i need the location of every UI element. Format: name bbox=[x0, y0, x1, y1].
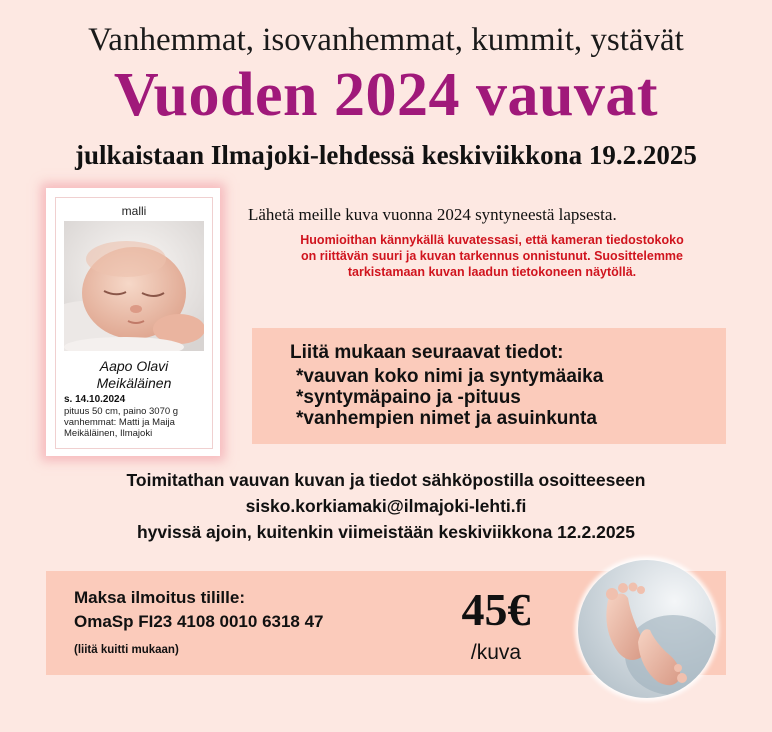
baby-feet-image bbox=[578, 560, 716, 698]
contact-email[interactable]: sisko.korkiamaki@ilmajoki-lehti.fi bbox=[245, 496, 527, 516]
example-name-line1: Aapo Olavi bbox=[99, 358, 169, 374]
deadline-line: hyvissä ajoin, kuitenkin viimeistään keskiviikkona 12.2.2025 bbox=[136, 522, 636, 542]
send-instructions bbox=[0, 467, 772, 545]
example-details bbox=[64, 406, 210, 439]
required-info-list bbox=[296, 366, 603, 429]
required-info-item: *vauvan koko nimi ja syntymäaika bbox=[296, 366, 604, 387]
warning-line3: tarkistamaan kuvan laadun tietokoneen näytöllä. bbox=[347, 265, 637, 279]
publication-line: julkaistaan Ilmajoki-lehdessä keskiviikkona 19.2.2025 bbox=[75, 140, 697, 170]
instruction-text: Lähetä meille kuva vuonna 2024 syntyneestä lapsesta. bbox=[248, 205, 617, 224]
example-baby-name bbox=[56, 358, 212, 392]
example-meta-line1: pituus 50 cm, paino 3070 g bbox=[64, 406, 179, 417]
page-title: Vuoden 2024 vauvat bbox=[113, 61, 659, 129]
example-meta-line2: vanhemmat: Matti ja Maija bbox=[64, 417, 175, 428]
example-birth-date: s. 14.10.2024 bbox=[64, 394, 126, 405]
warning-line2: on riittävän suuri ja kuvan tarkennus onnistunut. Suosittelemme bbox=[300, 249, 683, 263]
header-subtitle: Vanhemmat, isovanhemmat, kummit, ystävät bbox=[88, 22, 684, 58]
example-name-line2: Meikäläinen bbox=[96, 375, 172, 391]
required-info-box bbox=[252, 328, 726, 444]
payment-heading: Maksa ilmoitus tilille: bbox=[74, 588, 245, 607]
payment-note: (liitä kuitti mukaan) bbox=[74, 644, 179, 656]
price-unit: /kuva bbox=[470, 641, 522, 664]
baby-feet-photo bbox=[578, 560, 716, 698]
warning-line1: Huomioithan kännykällä kuvatessasi, että kameran tiedostokoko bbox=[300, 233, 684, 247]
required-info-item: *vanhempien nimet ja asuinkunta bbox=[296, 408, 597, 429]
photo-quality-warning bbox=[232, 232, 752, 280]
price: 45€ bbox=[461, 584, 531, 635]
example-label: malli bbox=[121, 204, 147, 218]
required-info-item: *syntymäpaino ja -pituus bbox=[296, 387, 521, 408]
baby-photo bbox=[64, 221, 204, 351]
example-meta-line3: Meikäläinen, Ilmajoki bbox=[64, 428, 153, 439]
payment-account: OmaSp FI23 4108 0010 6318 47 bbox=[74, 612, 324, 631]
send-line1: Toimitathan vauvan kuvan ja tiedot sähköpostilla osoitteeseen bbox=[126, 470, 646, 490]
example-card bbox=[55, 197, 213, 449]
required-info-heading: Liitä mukaan seuraavat tiedot: bbox=[290, 342, 564, 363]
